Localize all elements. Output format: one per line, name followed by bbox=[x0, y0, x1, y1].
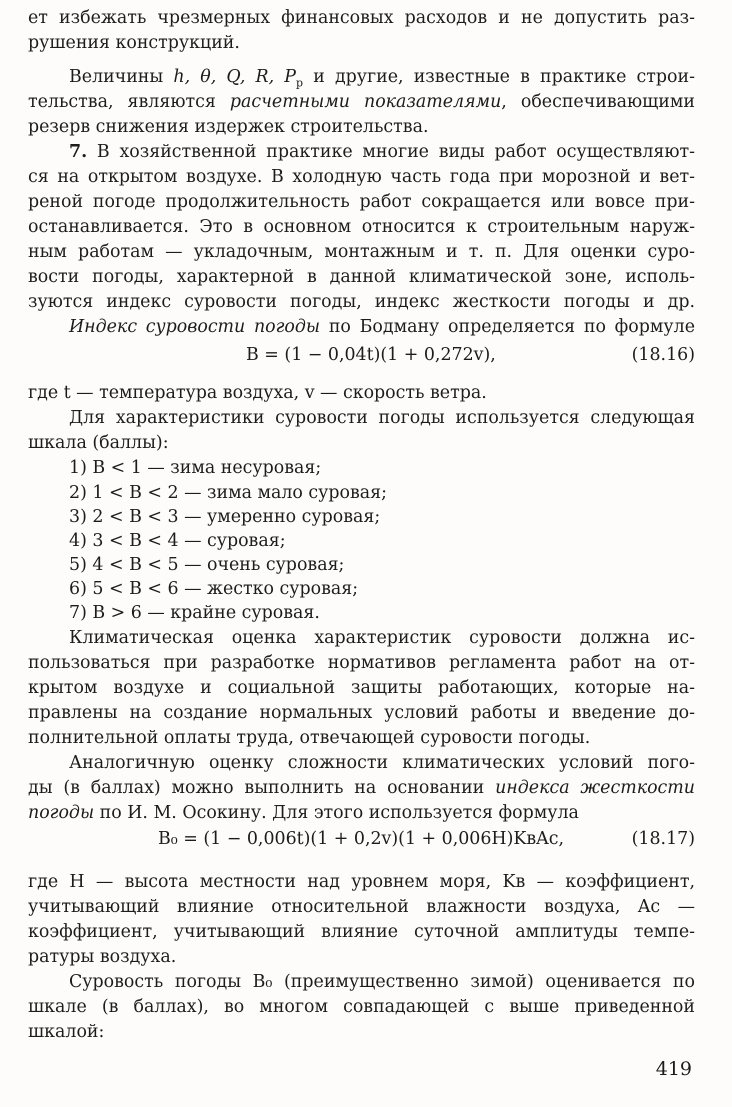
text-line: ет избежать чрезмерных финансовых расходов и не допустить раз- bbox=[28, 8, 695, 28]
scale-item: 6) 5 < B < 6 — жестко суровая; bbox=[69, 579, 359, 599]
text-line: Аналогичную оценку сложности климатических условий пого- bbox=[69, 753, 695, 773]
text-line: шкале (в баллах), во многом совпадающей с выше приведенной bbox=[28, 997, 695, 1017]
text-line: крытом воздухе и социальной защиты работающих, которые на- bbox=[28, 678, 695, 698]
text-line: шкала (баллы): bbox=[28, 433, 169, 453]
text-line: пользоваться при разработке нормативов регламента работ на от- bbox=[28, 653, 695, 673]
text-line: где t — температура воздуха, v — скорость ветра. bbox=[28, 383, 487, 403]
text-line: погоды по И. М. Осокину. Для этого используется формула bbox=[28, 803, 579, 823]
formula-text: B = (1 − 0,04t)(1 + 0,272v), bbox=[246, 345, 496, 365]
text-line: ным работам — укладочным, монтажным и т. п. Для оценки суро- bbox=[28, 242, 695, 262]
text-line: останавливается. Это в основном относится к строительным наруж- bbox=[28, 217, 695, 237]
page-number: 419 bbox=[655, 1058, 692, 1080]
formula-text: B₀ = (1 − 0,006t)(1 + 0,2v)(1 + 0,006H)KвAс, bbox=[158, 829, 564, 849]
scale-item: 2) 1 < B < 2 — зима мало суровая; bbox=[69, 483, 387, 503]
text-line: ратуры воздуха. bbox=[28, 947, 177, 967]
text-line: Индекс суровости погоды по Бодману определяется по формуле bbox=[69, 317, 695, 337]
formula-18-16 bbox=[28, 342, 695, 368]
text-line: Для характеристики суровости погоды используется следующая bbox=[69, 408, 695, 428]
scale-item: 7) B > 6 — крайне суровая. bbox=[69, 603, 320, 623]
formula-number: (18.16) bbox=[631, 345, 695, 365]
text-line: ды (в баллах) можно выполнить на основании индекса жесткости bbox=[28, 778, 695, 798]
scale-item: 3) 2 < B < 3 — умеренно суровая; bbox=[69, 507, 381, 527]
text-line: зуются индекс суровости погоды, индекс жесткости погоды и др. bbox=[28, 292, 695, 312]
text-line: 7. В хозяйственной практике многие виды работ осуществляют- bbox=[69, 142, 695, 162]
scale-item: 4) 3 < B < 4 — суровая; bbox=[69, 531, 286, 551]
text-line: вости погоды, характерной в данной климатической зоне, исполь- bbox=[28, 267, 695, 287]
text-line: где H — высота местности над уровнем моря, Kв — коэффициент, bbox=[28, 872, 695, 892]
formula-number: (18.17) bbox=[631, 829, 695, 849]
text-line: тельства, являются расчетными показателями, обеспечивающими bbox=[28, 92, 695, 112]
text-line: правлены на создание нормальных условий работы и введение до- bbox=[28, 703, 695, 723]
text-line: Величины h, θ, Q, R, $P_р$ и другие, известные в практике строи- bbox=[69, 67, 695, 90]
text-line: Суровость погоды B₀ (преимущественно зимой) оценивается по bbox=[69, 972, 695, 992]
text-line: шкалой: bbox=[28, 1022, 105, 1042]
text-line: коэффициент, учитывающий влияние суточной амплитуды темпе- bbox=[28, 922, 695, 942]
scale-item: 1) B < 1 — зима несуровая; bbox=[69, 458, 322, 478]
text-line: рушения конструкций. bbox=[28, 33, 240, 53]
text-line: реной погоде продолжительность работ сокращается или вовсе при- bbox=[28, 192, 695, 212]
text-line: учитывающий влияние относительной влажности воздуха, Aс — bbox=[28, 897, 695, 917]
text-line: Климатическая оценка характеристик суровости должна ис- bbox=[69, 628, 695, 648]
text-line: ся на открытом воздухе. В холодную часть года при морозной и вет- bbox=[28, 167, 695, 187]
formula-18-17 bbox=[28, 826, 695, 852]
text-line: резерв снижения издержек строительства. bbox=[28, 117, 429, 137]
text-line: полнительной оплаты труда, отвечающей суровости погоды. bbox=[28, 728, 591, 748]
scale-item: 5) 4 < B < 5 — очень суровая; bbox=[69, 555, 345, 575]
